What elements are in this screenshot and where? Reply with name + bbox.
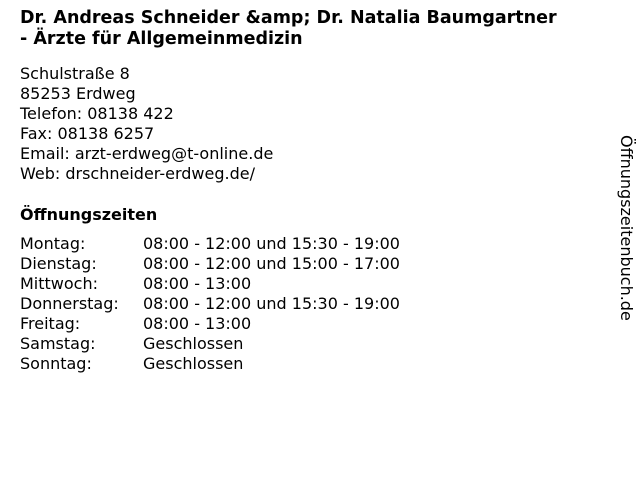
time-value: Geschlossen [143, 354, 244, 373]
opening-hours-table [20, 234, 400, 374]
day-label: Freitag: [20, 314, 81, 333]
hours-row-wednesday [20, 274, 400, 294]
hours-row-friday [20, 314, 400, 334]
time-value: 08:00 - 12:00 und 15:30 - 19:00 [143, 234, 400, 253]
hours-row-thursday [20, 294, 400, 314]
city: 85253 Erdweg [20, 84, 136, 103]
day-label: Sonntag: [20, 354, 92, 373]
time-value: 08:00 - 12:00 und 15:00 - 17:00 [143, 254, 400, 273]
email-address: Email: arzt-erdweg@t-online.de [20, 144, 274, 163]
hours-row-monday [20, 234, 400, 254]
website: Web: drschneider-erdweg.de/ [20, 164, 255, 183]
hours-row-saturday [20, 334, 400, 354]
page-title: Dr. Andreas Schneider &amp; Dr. Natalia Baumgartner - Ärzte für Allgemeinmedizin [20, 8, 557, 49]
street-address: Schulstraße 8 [20, 64, 130, 83]
hours-row-tuesday [20, 254, 400, 274]
opening-hours-heading: Öffnungszeiten [20, 205, 158, 224]
day-label: Samstag: [20, 334, 96, 353]
day-label: Montag: [20, 234, 86, 253]
hours-row-sunday [20, 354, 400, 374]
time-value: 08:00 - 13:00 [143, 314, 252, 333]
day-label: Donnerstag: [20, 294, 119, 313]
day-label: Mittwoch: [20, 274, 98, 293]
time-value: 08:00 - 13:00 [143, 274, 252, 293]
phone-number: Telefon: 08138 422 [20, 104, 174, 123]
day-label: Dienstag: [20, 254, 97, 273]
time-value: Geschlossen [143, 334, 244, 353]
brand-watermark: Öffnungszeitenbuch.de [617, 135, 636, 321]
time-value: 08:00 - 12:00 und 15:30 - 19:00 [143, 294, 400, 313]
fax-number: Fax: 08138 6257 [20, 124, 155, 143]
address-block [20, 64, 273, 184]
